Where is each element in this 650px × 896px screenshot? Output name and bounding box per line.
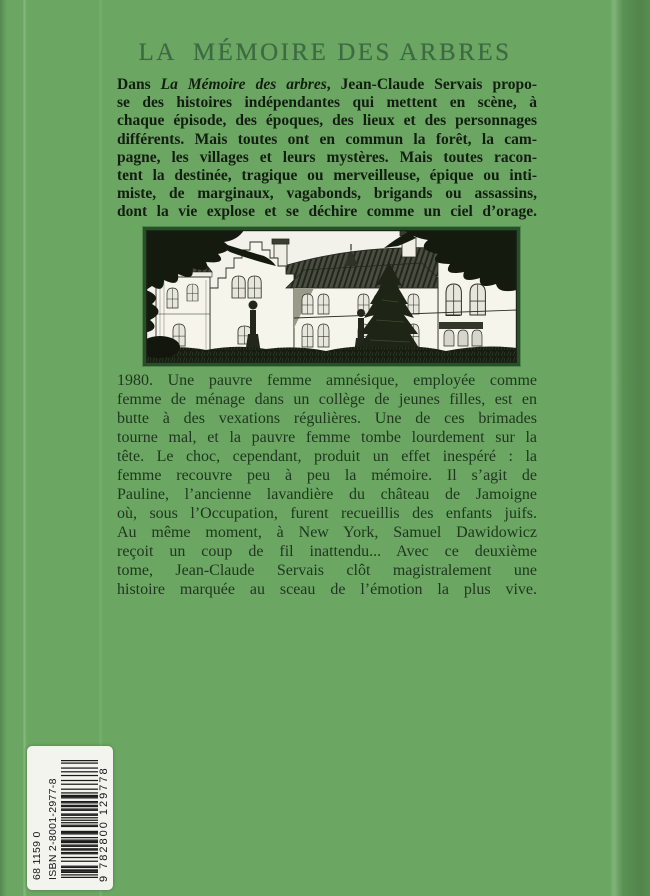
text-line: Dans La Mémoire des arbres, Jean-Claude Servais propo- [117, 76, 537, 93]
text-line: tent la destinée, tragique ou merveilleuse, épique ou inti- [117, 167, 537, 185]
barcode-label [27, 746, 113, 890]
text-line: pagne, les villages et leurs mystères. Mais toutes racon- [117, 148, 537, 166]
text-line: chaque épisode, des époques, des lieux et des personnages [117, 112, 537, 130]
text-line: histoire marquée au sceau de l’émotion la plus vive. [117, 581, 537, 598]
text-line: tête. Le choc, cependant, produit un effet inespéré : la [117, 448, 537, 465]
text-line: tome, Jean-Claude Servais clôt magistralement une [117, 562, 537, 579]
text-line: Au même moment, à New York, Samuel Dawidowicz [117, 524, 537, 541]
print-code: 68 1159 0 [31, 831, 43, 880]
synopsis-paragraph [117, 371, 537, 599]
text-line: reçoit un coup de fil inattendu... Avec ce deuxième [117, 543, 537, 560]
text-line: 1980. Une pauvre femme amnésique, employée comme [117, 372, 537, 389]
intro-paragraph [117, 76, 537, 222]
ean-number: 9 782800 129778 [98, 766, 110, 882]
text-line: dont la vie explose et se déchire comme un ciel d’orage. [117, 203, 537, 221]
book-title: LA MÉMOIRE DES ARBRES [138, 38, 512, 66]
chateau-drawing [146, 230, 517, 363]
barcode-bars [61, 760, 98, 878]
text-line: Pauline, l’ancienne lavandière du château de Jamoigne [117, 486, 537, 503]
text-line: différents. Mais toutes ont en commun la forêt, la cam- [117, 130, 537, 148]
isbn-number: ISBN 2-8001-2977-8 [47, 778, 59, 880]
text-line: butte à des vexations régulières. Une de ces brimades [117, 410, 537, 427]
text-line: femme de ménage dans un collège de jeunes filles, est en [117, 391, 537, 408]
barcode-label-inner [27, 746, 113, 890]
text-line: où, sous l’Occupation, furent recueillis des enfants juifs. [117, 505, 537, 522]
chateau-illustration [143, 227, 520, 366]
text-line: tourne mal, et la pauvre femme tombe lourdement sur la [117, 429, 537, 446]
text-line: miste, de marginaux, vagabonds, brigands ou assassins, [117, 185, 537, 203]
text-line: femme recouvre peu à peu la mémoire. Il s’agit de [117, 467, 537, 484]
text-line: se des histoires indépendantes qui mettent en scène, à [117, 94, 537, 112]
